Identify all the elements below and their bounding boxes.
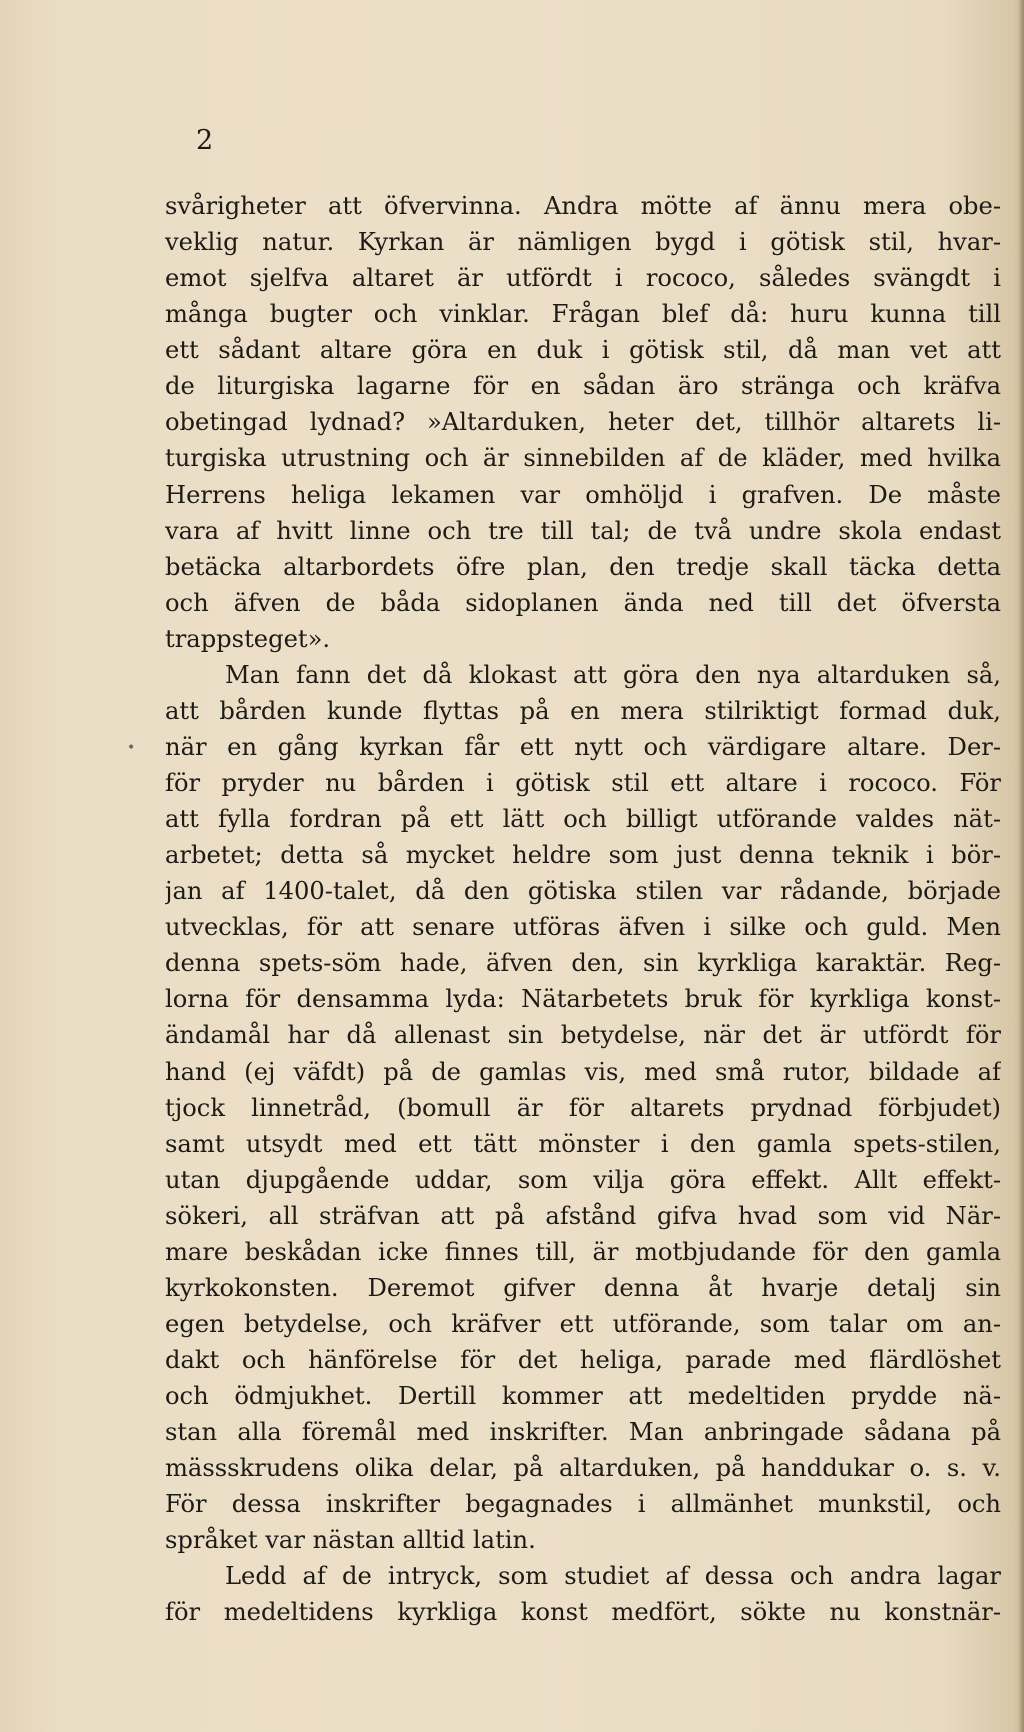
text-line: språket var nästan alltid latin. <box>165 1526 536 1555</box>
text-line: veklig natur. Kyrkan är nämligen bygd i götisk stil, hvar- <box>165 228 1001 257</box>
text-line: hand (ej väfdt) på de gamlas vis, med små rutor, bildade af <box>165 1057 1001 1086</box>
page-number: 2 <box>196 125 214 156</box>
text-line: turgiska utrustning och är sinnebilden af de kläder, med hvilka <box>165 444 1001 473</box>
text-line: trappsteget». <box>165 624 331 653</box>
text-line: ett sådant altare göra en duk i götisk stil, då man vet att <box>165 336 1001 365</box>
text-line: stan alla föremål med inskrifter. Man anbringade sådana på <box>165 1418 1001 1447</box>
text-line: när en gång kyrkan får ett nytt och värdigare altare. Der- <box>165 732 1001 761</box>
text-line: egen betydelse, och kräfver ett utförande, som talar om an- <box>165 1309 1001 1338</box>
text-line: ändamål har då allenast sin betydelse, när det är utfördt för <box>165 1021 1001 1050</box>
text-line: vara af hvitt linne och tre till tal; de två undre skola endast <box>165 516 1001 545</box>
margin-mark: • <box>127 740 136 756</box>
text-line: utan djupgående uddar, som vilja göra effekt. Allt effekt- <box>165 1165 1001 1194</box>
text-line: Ledd af de intryck, som studiet af dessa och andra lagar <box>225 1562 1001 1591</box>
text-line: betäcka altarbordets öfre plan, den tredje skall täcka detta <box>165 552 1001 581</box>
text-line: mässskrudens olika delar, på altarduken, på handdukar o. s. v. <box>165 1454 1001 1483</box>
body-text <box>165 188 1001 1631</box>
text-line: sökeri, all sträfvan att på afstånd gifva hvad som vid När- <box>165 1201 1001 1230</box>
text-line: för pryder nu bården i götisk stil ett altare i rococo. För <box>165 769 1001 797</box>
text-line: många bugter och vinklar. Frågan blef då: huru kunna till <box>165 300 1001 329</box>
text-line: obetingad lydnad? »Altarduken, heter det, tillhör altarets li- <box>165 408 1001 437</box>
text-line: denna spets-söm hade, äfven den, sin kyrkliga karaktär. Reg- <box>165 949 1001 978</box>
text-line: lorna för densamma lyda: Nätarbetets bruk för kyrkliga konst- <box>165 985 1001 1014</box>
text-line: Herrens heliga lekamen var omhöljd i grafven. De måste <box>165 480 1001 509</box>
text-line: och ödmjukhet. Dertill kommer att medeltiden prydde nä- <box>165 1382 1001 1411</box>
text-line: samt utsydt med ett tätt mönster i den gamla spets-stilen, <box>165 1129 1001 1158</box>
text-line: kyrkokonsten. Deremot gifver denna åt hvarje detalj sin <box>165 1273 1001 1302</box>
text-line: och äfven de båda sidoplanen ända ned till det öfversta <box>165 588 1001 617</box>
text-line: utvecklas, för att senare utföras äfven i silke och guld. Men <box>165 913 1001 942</box>
text-line: att fylla fordran på ett lätt och billigt utförande valdes nät- <box>165 805 1001 834</box>
text-line: de liturgiska lagarne för en sådan äro stränga och kräfva <box>165 372 1001 401</box>
text-line: svårigheter att öfvervinna. Andra mötte af ännu mera obe- <box>165 192 1001 220</box>
text-line: för medeltidens kyrkliga konst medfört, sökte nu konstnär- <box>165 1598 1001 1627</box>
text-line: tjock linnetråd, (bomull är för altarets prydnad förbjudet) <box>165 1093 1001 1122</box>
text-line: dakt och hänförelse för det heliga, parade med flärdlöshet <box>165 1346 1001 1374</box>
text-line: jan af 1400-talet, då den götiska stilen var rådande, började <box>165 877 1001 906</box>
text-line: Man fann det då klokast att göra den nya altarduken så, <box>225 660 1001 689</box>
page-edge-shadow <box>1018 0 1024 1732</box>
text-line: mare beskådan icke finnes till, är motbjudande för den gamla <box>165 1237 1001 1266</box>
text-line: arbetet; detta så mycket heldre som just denna teknik i bör- <box>165 841 1001 870</box>
text-line: emot sjelfva altaret är utfördt i rococo, således svängdt i <box>165 264 1001 293</box>
text-line: att bården kunde flyttas på en mera stilriktigt formad duk, <box>165 696 1001 725</box>
text-line: För dessa inskrifter begagnades i allmänhet munkstil, och <box>165 1490 1001 1519</box>
